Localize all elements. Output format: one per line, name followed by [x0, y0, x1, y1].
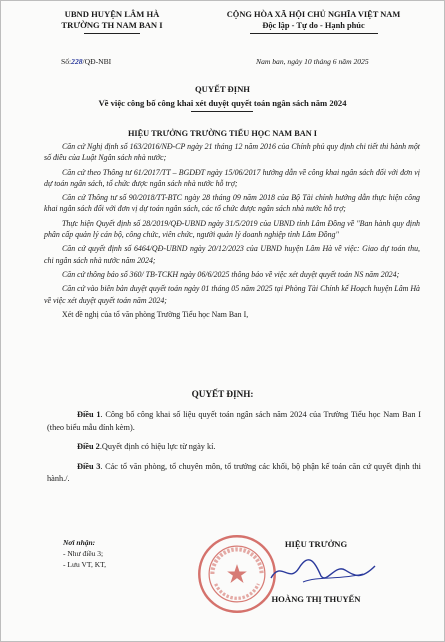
article-label: Điều 1 — [77, 410, 101, 419]
decision-title: QUYẾT ĐỊNH: — [191, 389, 254, 399]
issuing-authority: HIỆU TRƯỞNG TRƯỜNG TIỂU HỌC NAM BAN I — [127, 129, 318, 138]
nation-line-2: Độc lập - Tự do - Hạnh phúc — [262, 21, 365, 30]
org-underline — [84, 33, 140, 34]
legal-basis: Căn cứ Nghị định số 163/2016/NĐ-CP ngày 21 tháng 12 năm 2016 của Chính phủ quy định chi tiết thi hành một số điều của Luật Ngân sách nhà nước; — [44, 142, 420, 163]
article-text: .Quyết định có hiệu lực từ ngày kí. — [99, 442, 216, 451]
recipients-block — [63, 537, 106, 570]
legal-basis: Thực hiện Quyết định số 28/2019/QĐ-UBND ngày 31/5/2019 của UBND tỉnh Lâm Đồng về "Ban hành quy định phân cấp quản lý cán bộ, công chức, viên chức, người quản lý doanh nghiệp tỉnh Lâm Đồng" — [44, 218, 420, 240]
motto-underline — [250, 33, 378, 34]
doc-number-suffix: /QĐ-NBI — [82, 57, 112, 66]
legal-basis: Xét đề nghị của tổ văn phòng Trường Tiểu học Nam Ban I, — [62, 309, 249, 319]
document-number — [61, 57, 111, 66]
place-and-date: Nam ban, ngày 10 tháng 6 năm 2025 — [256, 57, 369, 66]
article-3 — [47, 461, 421, 486]
legal-basis: Căn cứ Thông tư số 90/2018/TT-BTC ngày 28 tháng 09 năm 2018 của Bộ Tài chính hướng dẫn thực hiện công khai ngân sách đối với đơn vị dự toán ngân sách, các tổ chức được ngân sách nhà nước hỗ trợ; — [44, 193, 420, 214]
issuing-authority-header — [37, 9, 187, 34]
article-text: . Công bố công khai số liệu quyết toán ngân sách năm 2024 của Trường Tiểu học Nam Ban I (theo biểu mẫu đính kèm). — [47, 410, 421, 432]
decision-articles — [47, 409, 421, 493]
legal-bases — [44, 141, 420, 323]
recipient-item: - Lưu VT, KT, — [63, 560, 107, 569]
article-2 — [47, 441, 421, 454]
handwritten-signature — [263, 554, 383, 590]
article-label: Điều 3 — [77, 461, 101, 471]
recipient-item: - Như điều 3; — [63, 549, 104, 558]
legal-basis: Căn cứ thông báo số 360/ TB-TCKH ngày 06/6/2025 thông báo về việc xét duyệt quyết toán NS năm 2024; — [62, 269, 400, 279]
article-text: . Các tổ văn phòng, tổ chuyên môn, tổ trưởng các khối, bộ phận kế toán căn cứ quyết định thi hành./. — [47, 461, 421, 483]
nation-line-1: CỘNG HÒA XÃ HỘI CHỦ NGHĨA VIỆT NAM — [226, 10, 401, 19]
document-subject: Về việc công bố công khai xét duyệt quyết toán ngân sách năm 2024 — [98, 98, 347, 108]
subject-underline — [191, 111, 253, 112]
national-motto-header — [201, 9, 426, 34]
signer-title: HIỆU TRƯỞNG — [284, 539, 348, 549]
doc-number-handwritten: 228 — [71, 57, 83, 66]
org-line-2: TRƯỜNG TH NAM BAN I — [61, 20, 163, 30]
signer-name: HOÀNG THỊ THUYẾN — [271, 594, 361, 604]
article-1 — [47, 409, 421, 434]
legal-basis: Căn cứ theo Thông tư 61/2017/TT – BGDĐT ngày 15/06/2017 hướng dẫn về công khai ngân sách đối với đơn vị dự toán ngân sách, tổ chức được ngân sách nhà nước hỗ trợ; — [44, 167, 420, 188]
org-line-1: UBND HUYỆN LÂM HÀ — [64, 9, 160, 19]
recipients-label: Nơi nhận: — [63, 538, 96, 547]
article-label: Điều 2 — [77, 442, 100, 451]
legal-basis: Căn cứ quyết định số 6464/QĐ-UBND ngày 20/12/2023 của UBND huyện Lâm Hà về việc: Giao dự toán thu, chi ngân sách nhà nước năm 2024; — [44, 244, 420, 265]
doc-number-prefix: Số: — [61, 57, 72, 66]
legal-basis: Căn cứ vào biên bản duyệt quyết toán ngày 01 tháng 05 năm 2025 tại Phòng Tài Chính kế Hoạch huyện Lâm Hà về việc xét duyệt quyết toán năm 2024; — [44, 284, 420, 305]
document-type: QUYẾT ĐỊNH — [195, 84, 250, 94]
